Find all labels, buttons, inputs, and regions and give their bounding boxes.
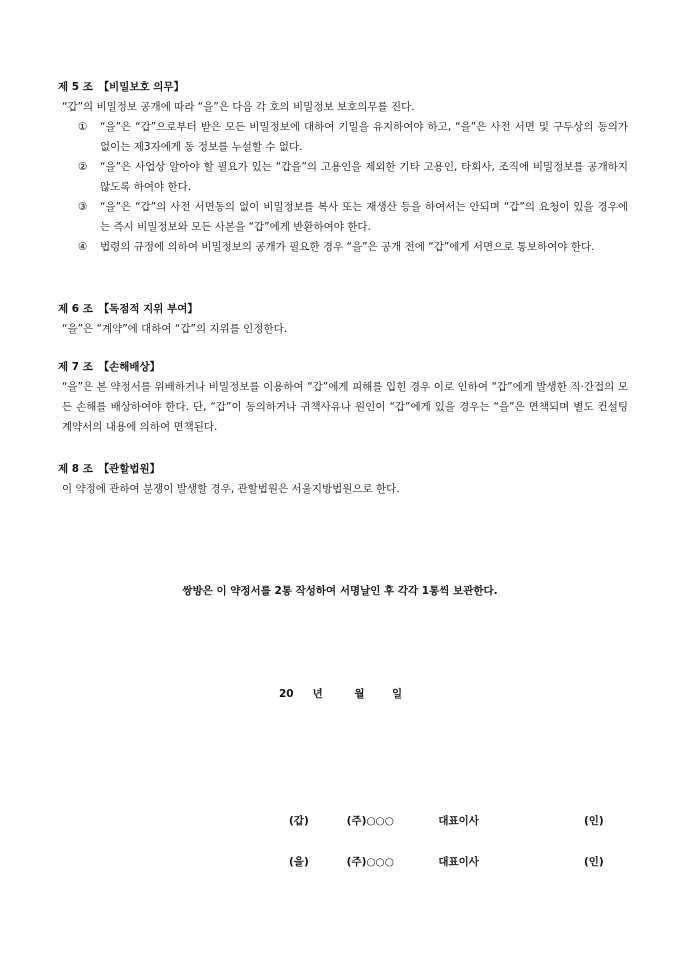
article-5-item xyxy=(58,237,628,257)
signature-row-gap xyxy=(289,813,604,828)
article-5-item xyxy=(58,117,628,157)
item-number: ② xyxy=(78,161,88,173)
date-day-label: 일 xyxy=(391,688,403,700)
article-5 xyxy=(58,78,628,257)
article-8-number: 제 8 조 xyxy=(58,463,93,475)
item-number: ④ xyxy=(78,241,88,253)
seal-mark: (인) xyxy=(583,856,604,868)
company-name: (주)○○○ xyxy=(346,815,394,827)
date-month-label: 월 xyxy=(354,688,365,700)
article-5-item xyxy=(58,157,628,197)
article-7-number: 제 7 조 xyxy=(58,361,93,373)
article-7-title: 【손해배상】 xyxy=(98,361,161,373)
closing-statement: 쌍방은 이 약정서를 2통 작성하여 서명날인 후 각각 1통씩 보관한다. xyxy=(182,585,498,597)
article-7 xyxy=(58,358,628,437)
article-7-heading xyxy=(58,358,628,377)
article-8-heading xyxy=(58,460,628,479)
item-number: ① xyxy=(78,121,88,133)
article-8-title: 【관할법원】 xyxy=(98,463,161,475)
representative-title: 대표이사 xyxy=(438,856,479,868)
article-5-item xyxy=(58,197,628,237)
article-8-text: 이 약정에 관하여 분쟁이 발생할 경우, 관할법원은 서울지방법원으로 한다. xyxy=(62,483,400,495)
representative-title: 대표이사 xyxy=(438,815,479,827)
article-5-heading xyxy=(58,78,628,97)
article-5-intro: “갑”의 비밀정보 공개에 따라 “을”은 다음 각 호의 비밀정보 보호의무를 진다. xyxy=(62,101,415,113)
item-text: “을”은 사업상 알아야 할 필요가 있는 “갑을”의 고용인을 제외한 기타 고용인, 타회사, 조직에 비밀정보를 공개하지 않도록 하여야 한다. xyxy=(100,161,628,193)
item-text: “을”은 “갑”으로부터 받은 모든 비밀정보에 대하여 기밀을 유지하여야 하고, “을”은 사전 서면 및 구두상의 동의가 없이는 제3자에게 동 정보를 누설할 수 없다. xyxy=(100,121,628,153)
article-8 xyxy=(58,460,628,499)
date-year: 20 xyxy=(279,688,294,700)
article-5-number: 제 5 조 xyxy=(58,81,93,93)
party-label: (갑) xyxy=(289,815,309,827)
article-6-title: 【독점적 지위 부여】 xyxy=(98,303,198,315)
item-number: ③ xyxy=(78,201,88,213)
date-line xyxy=(279,686,402,701)
article-5-title: 【비밀보호 의무】 xyxy=(98,81,185,93)
party-label: (을) xyxy=(289,856,309,868)
article-6 xyxy=(58,300,628,339)
article-6-heading xyxy=(58,300,628,319)
article-6-text: “을”은 “계약”에 대하여 “갑”의 지위를 인정한다. xyxy=(62,323,288,335)
article-6-number: 제 6 조 xyxy=(58,303,93,315)
item-text: “을”은 “갑”의 사전 서면동의 없이 비밀정보를 복사 또는 재생산 등을 하여서는 안되며 “갑”의 요청이 있을 경우에는 즉시 비밀정보와 모든 사본을 “갑”에게 반환하여야 한다. xyxy=(100,201,628,233)
company-name: (주)○○○ xyxy=(346,856,394,868)
signature-row-eul xyxy=(289,854,604,869)
article-7-text: “을”은 본 약정서를 위배하거나 비밀정보를 이용하여 “갑”에게 피해를 입힌 경우 이로 인하여 “갑”에게 발생한 직·간접의 모든 손해를 배상하여야 한다. 단, “갑”이 동의하거나 귀책사유나 원인이 “갑”에게 있을 경우는 “을”은 면책되며 별도 컨설팅 계약서의 내용에 의하여 면책된다. xyxy=(62,381,628,433)
date-year-label: 년 xyxy=(312,688,323,700)
item-text: 법령의 규정에 의하여 비밀정보의 공개가 필요한 경우 “을”은 공개 전에 “갑”에게 서면으로 통보하여야 한다. xyxy=(100,241,595,253)
seal-mark: (인) xyxy=(583,815,604,827)
